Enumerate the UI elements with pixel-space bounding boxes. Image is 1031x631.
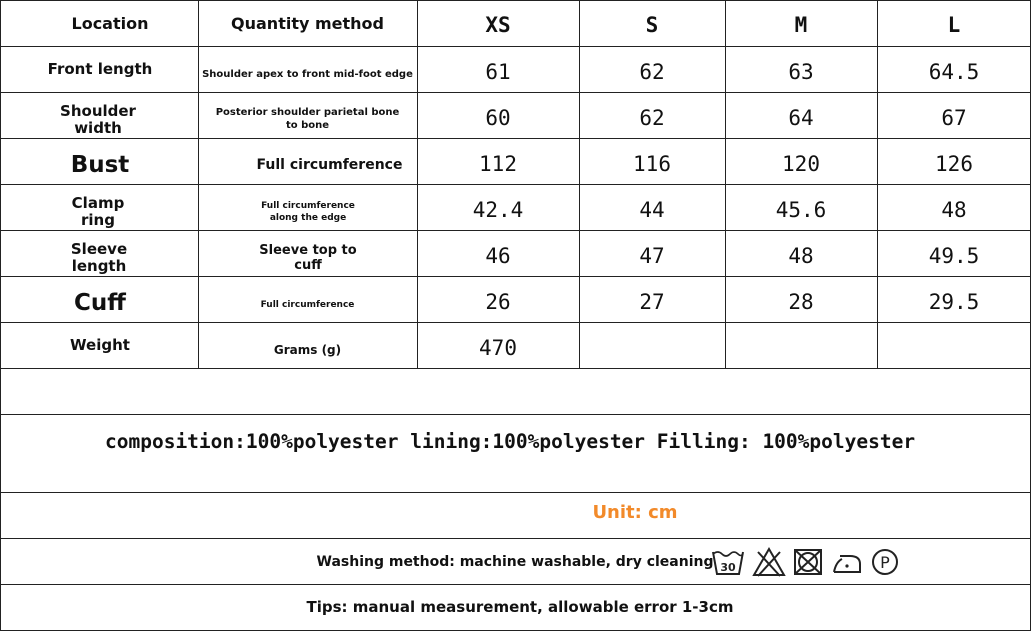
header-method: Quantity method	[231, 13, 384, 33]
header-size-m: M	[794, 13, 808, 37]
row-location-shoulder-width: Shoulder width	[60, 102, 136, 137]
row-value: 44	[639, 198, 665, 222]
row-value: 47	[639, 244, 665, 268]
header-size-l: L	[947, 13, 961, 37]
row-value: 64.5	[928, 60, 980, 84]
grid-line	[0, 492, 1031, 493]
row-method-shoulder-width: Posterior shoulder parietal bone to bone	[215, 107, 400, 131]
row-value: 62	[639, 60, 665, 84]
row-method-sleeve-length: Sleeve top to cuff	[259, 243, 357, 273]
row-value: 470	[479, 336, 517, 360]
row-method-bust: Full circumference	[256, 157, 403, 173]
care-icons	[710, 546, 900, 578]
row-value: 120	[782, 152, 820, 176]
row-value: 67	[941, 106, 967, 130]
no-tumble-dry-icon	[792, 546, 824, 578]
row-method-weight: Grams (g)	[273, 342, 342, 357]
row-value: 49.5	[928, 244, 980, 268]
row-method-cuff: Full circumference	[260, 299, 355, 310]
row-value: 64	[788, 106, 814, 130]
row-location-clamp-ring: Clamp ring	[71, 194, 125, 229]
row-value: 62	[639, 106, 665, 130]
row-value: 42.4	[472, 198, 524, 222]
row-value: 27	[639, 290, 665, 314]
row-location-cuff: Cuff	[74, 290, 126, 316]
row-value	[877, 322, 1031, 374]
row-value: 45.6	[775, 198, 827, 222]
row-value: 63	[788, 60, 814, 84]
dry-clean-p-icon	[870, 546, 900, 578]
row-method-clamp-ring: Full circumference along the edge	[261, 201, 355, 223]
row-value: 46	[485, 244, 511, 268]
row-value: 29.5	[928, 290, 980, 314]
row-value: 28	[788, 290, 814, 314]
header-size-s: S	[645, 13, 659, 37]
row-location-bust: Bust	[70, 152, 130, 178]
row-value: 60	[485, 106, 511, 130]
row-value: 126	[935, 152, 973, 176]
header-location: Location	[71, 13, 149, 33]
composition-text: composition:100%polyester lining:100%polyester Filling: 100%polyester	[105, 429, 916, 453]
row-value: 61	[485, 60, 511, 84]
header-size-xs: XS	[485, 13, 511, 37]
row-value	[725, 322, 877, 374]
row-value: 48	[941, 198, 967, 222]
row-value: 116	[633, 152, 671, 176]
row-location-weight: Weight	[70, 335, 130, 354]
no-bleach-icon	[752, 546, 786, 578]
iron-icon	[830, 546, 864, 578]
tips-text: Tips: manual measurement, allowable error 1-3cm	[306, 598, 734, 616]
wash-30-icon	[710, 546, 746, 578]
row-value	[579, 322, 725, 374]
washing-method-text: Washing method: machine washable, dry cleaning	[316, 554, 714, 570]
unit-label: Unit: cm	[592, 501, 678, 523]
row-value: 26	[485, 290, 511, 314]
row-value: 48	[788, 244, 814, 268]
row-location-sleeve-length: Sleeve length	[70, 240, 128, 275]
row-method-front-length: Shoulder apex to front mid-foot edge	[202, 68, 413, 80]
row-location-front-length: Front length	[47, 59, 153, 78]
svg-text:P: P	[880, 553, 890, 572]
row-value: 112	[479, 152, 517, 176]
svg-text:30: 30	[720, 561, 736, 574]
